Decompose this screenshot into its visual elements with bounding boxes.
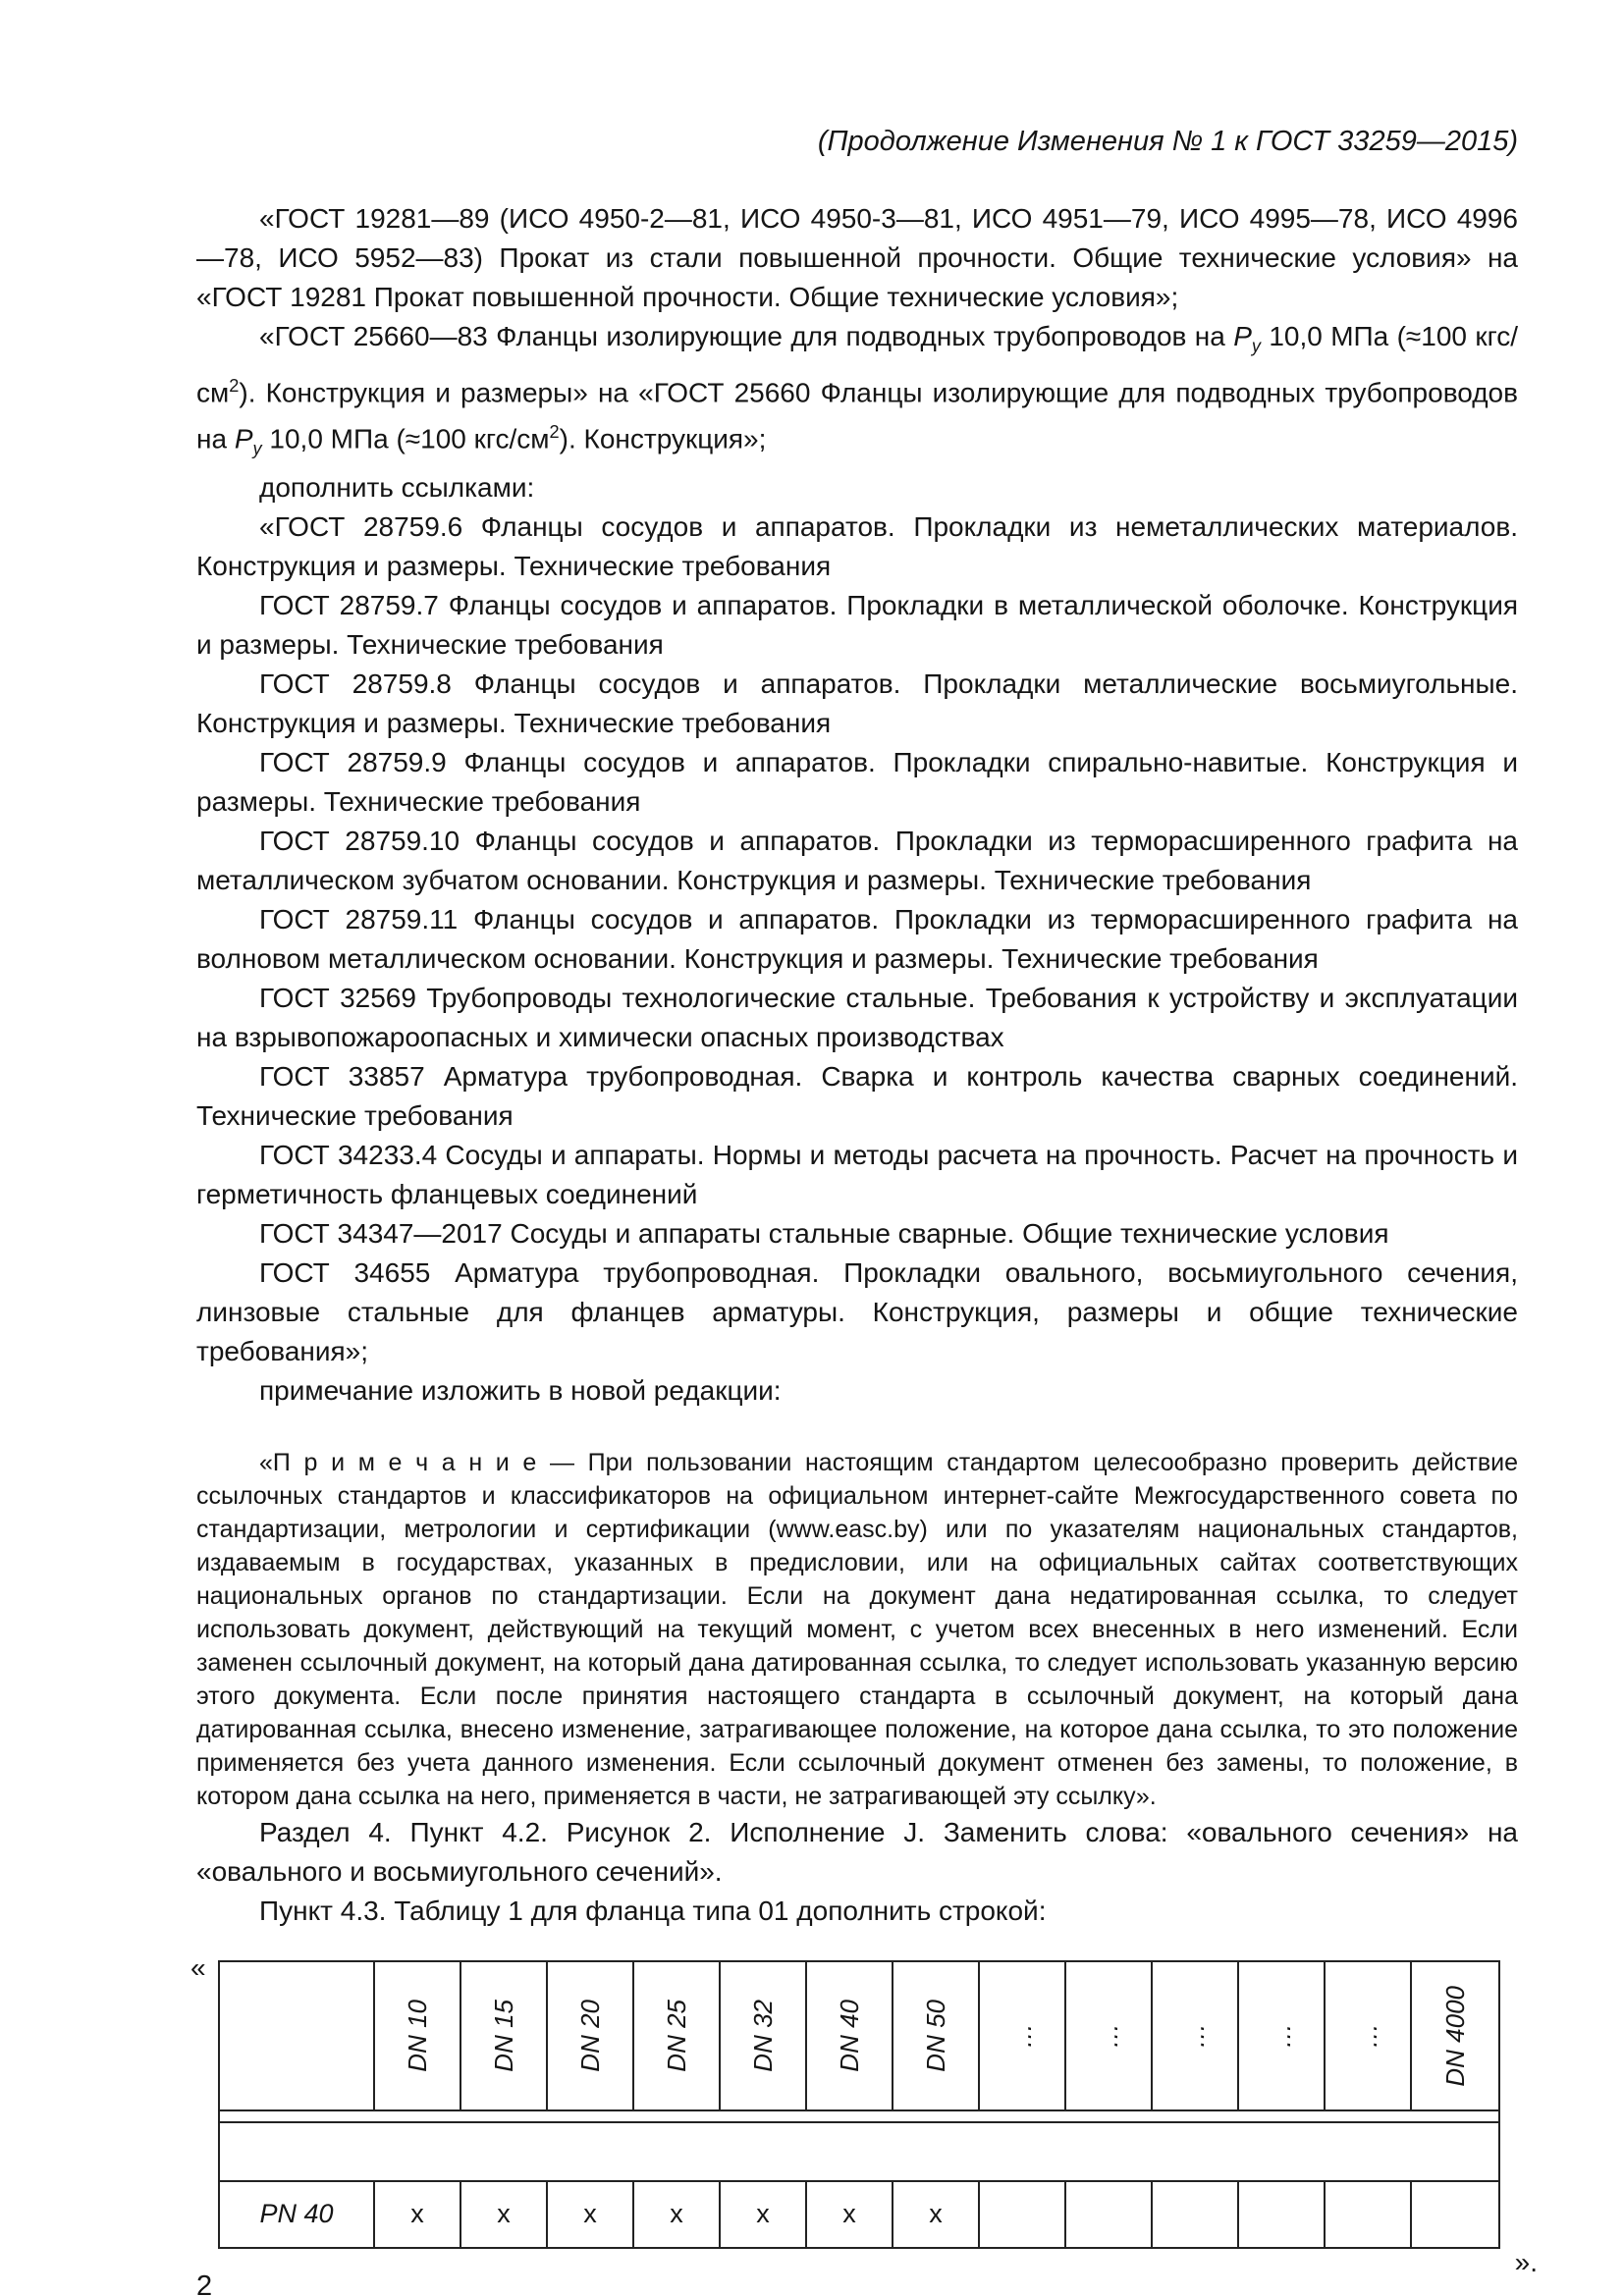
paragraph-gost-28759-8: ГОСТ 28759.8 Фланцы сосудов и аппаратов. Прокладки металлические восьмиугольные. Конструкция и размеры. Технические требования — [196, 667, 1518, 738]
text-run: ). Конструкция и размеры» на «ГОСТ 25660 Фланцы изолирующие для подводных трубопроводов на — [196, 376, 1518, 454]
paragraph-add-references: дополнить ссылками: — [259, 471, 535, 503]
table-cell: х — [547, 2181, 633, 2248]
paragraph-section-4: Раздел 4. Пункт 4.2. Рисунок 2. Исполнение J. Заменить слова: «овального сечения» на «овального и восьмиугольного сечений». — [196, 1816, 1518, 1887]
table-cell: х — [720, 2181, 806, 2248]
column-label: … — [1266, 2022, 1296, 2049]
paragraph-gost-28759-7: ГОСТ 28759.7 Фланцы сосудов и аппаратов. Прокладки в металлической оболочке. Конструкция и размеры. Технические требования — [196, 589, 1518, 660]
column-label: DN 15 — [488, 1999, 518, 2072]
table-data-row — [219, 2181, 1499, 2248]
column-label: DN 32 — [747, 1999, 778, 2072]
column-label: … — [1093, 2022, 1123, 2049]
text-run: 10,0 МПа (≈100 кгс/см — [196, 321, 1518, 407]
table-header-cell — [460, 1961, 547, 2110]
table-double-rule-row — [219, 2110, 1499, 2122]
column-label: DN 20 — [574, 1999, 605, 2072]
running-header: (Продолжение Изменения № 1 к ГОСТ 33259—2015) — [817, 126, 1518, 157]
paragraph-gost-28759-11: ГОСТ 28759.11 Фланцы сосудов и аппаратов. Прокладки из терморасширенного графита на волновом металлическом основании. Конструкция и размеры. Технические требования — [196, 903, 1518, 974]
table-header-cell — [374, 1961, 460, 2110]
text-run: 10,0 МПа (≈100 кгс/см — [261, 423, 550, 454]
close-quote-mark: ». — [1514, 2246, 1538, 2277]
paragraph-gost-19281: «ГОСТ 19281—89 (ИСО 4950-2—81, ИСО 4950-3—81, ИСО 4951—79, ИСО 4995—78, ИСО 4996—78, ИСО 5952—83) Прокат из стали повышенной прочности. Общие технические условия» на «ГОСТ 19281 Прокат повышенной прочности. Общие технические условия»; — [196, 203, 1518, 312]
text-run-italic: Р — [234, 423, 253, 454]
table-cell — [1238, 2181, 1325, 2248]
table-corner-cell — [219, 1961, 374, 2110]
paragraph-gost-28759-10: ГОСТ 28759.10 Фланцы сосудов и аппаратов. Прокладки из терморасширенного графита на металлическом зубчатом основании. Конструкция и размеры. Технические требования — [196, 825, 1518, 895]
table-empty-cell — [219, 2122, 1499, 2181]
table-header-cell — [547, 1961, 633, 2110]
page-number: 2 — [196, 2269, 213, 2296]
note-paragraph: «П р и м е ч а н и е — При пользовании настоящим стандартом целесообразно проверить действие ссылочных стандартов и классификаторов на официальном интернет-сайте Межгосударственного совета по стандартизации, метрологии и сертификации (www.easc.by) или по указателям национальных стандартов, издаваемым в государствах, указанных в предисловии, или на официальных сайтах соответствующих национальных органов по стандартизации. Если на документ дана недатированная ссылка, то следует использовать документ, действующий на текущий момент, с учетом всех внесенных в него изменений. Если заменен ссылочный документ, на который дана датированная ссылка, то следует использовать указанную версию этого документа. Если после принятия настоящего стандарта в ссылочный документ, на который дана датированная ссылка, внесено изменение, затрагивающее положение, на которое дана ссылка, то это положение применяется без учета данного изменения. Если ссылочный документ отменен без замены, то положение, в котором дана ссылка на него, применяется в части, не затрагивающей эту ссылку». — [196, 1448, 1518, 1810]
text-run: ). Конструкция»; — [559, 423, 767, 454]
paragraph-gost-32569: ГОСТ 32569 Трубопроводы технологические стальные. Требования к устройству и эксплуатации на взрывопожароопасных и химически опасных производствах — [196, 982, 1518, 1052]
table-cell — [979, 2181, 1065, 2248]
text-run-italic: Р — [1233, 321, 1252, 351]
table-cell — [1065, 2181, 1152, 2248]
table-header-cell — [893, 1961, 979, 2110]
table-cell — [1152, 2181, 1238, 2248]
table-cell — [1411, 2181, 1499, 2248]
table-header-cell — [1238, 1961, 1325, 2110]
table-empty-band-row — [219, 2122, 1499, 2181]
row-label-cell: PN 40 — [219, 2181, 374, 2248]
text-run-subscript: у — [252, 438, 262, 458]
paragraph-gost-33857: ГОСТ 33857 Арматура трубопроводная. Сварка и контроль качества сварных соединений. Технические требования — [196, 1060, 1518, 1131]
flange-table-block — [190, 1951, 1538, 2277]
table-rule-cell — [219, 2110, 1499, 2122]
paragraph-gost-34233-4: ГОСТ 34233.4 Сосуды и аппараты. Нормы и методы расчета на прочность. Расчет на прочность и герметичность фланцевых соединений — [196, 1139, 1518, 1209]
table-cell: х — [893, 2181, 979, 2248]
table-cell: х — [806, 2181, 893, 2248]
column-label: DN 4000 — [1439, 1985, 1470, 2087]
flange-table — [218, 1960, 1500, 2249]
paragraph-point-4-3: Пункт 4.3. Таблицу 1 для фланца типа 01 дополнить строкой: — [259, 1895, 1047, 1926]
paragraph-gost-28759-9: ГОСТ 28759.9 Фланцы сосудов и аппаратов. Прокладки спирально-навитые. Конструкция и размеры. Технические требования — [196, 746, 1518, 817]
table-header-cell — [806, 1961, 893, 2110]
paragraph-gost-34347: ГОСТ 34347—2017 Сосуды и аппараты стальные сварные. Общие технические условия — [259, 1217, 1389, 1249]
table-header-cell — [979, 1961, 1065, 2110]
table-header-cell — [1065, 1961, 1152, 2110]
page-content — [190, 126, 1538, 2296]
table-header-cell — [1325, 1961, 1411, 2110]
table-header-cell — [1152, 1961, 1238, 2110]
paragraph-gost-34655: ГОСТ 34655 Арматура трубопроводная. Прокладки овального, восьмиугольного сечения, линзовые стальные для фланцев арматуры. Конструкция, размеры и общие технические требования»; — [196, 1256, 1518, 1366]
text-run-superscript: 2 — [229, 375, 240, 396]
table-header-cell — [1411, 1961, 1499, 2110]
paragraph-gost-28759-6: «ГОСТ 28759.6 Фланцы сосудов и аппаратов. Прокладки из неметаллических материалов. Конструкция и размеры. Технические требования — [196, 510, 1518, 581]
paragraph-note-intro: примечание изложить в новой редакции: — [259, 1374, 782, 1406]
column-label: … — [1352, 2022, 1382, 2049]
table-cell: х — [460, 2181, 547, 2248]
table-cell: х — [374, 2181, 460, 2248]
paragraph-gost-25660 — [196, 317, 1518, 468]
table-header-row — [219, 1961, 1499, 2110]
table-cell — [1325, 2181, 1411, 2248]
open-quote-mark: « — [190, 1951, 206, 1983]
column-label: DN 10 — [402, 1999, 432, 2072]
text-run: «ГОСТ 25660—83 Фланцы изолирующие для подводных трубопроводов на — [259, 321, 1234, 351]
table-header-cell — [720, 1961, 806, 2110]
column-label: … — [1179, 2022, 1210, 2049]
table-header-cell — [633, 1961, 720, 2110]
text-run-superscript: 2 — [549, 421, 560, 442]
column-label: … — [1006, 2022, 1037, 2049]
table-cell: х — [633, 2181, 720, 2248]
column-label: DN 25 — [661, 1999, 691, 2072]
column-label: DN 40 — [834, 1999, 864, 2072]
column-label: DN 50 — [920, 1999, 950, 2072]
text-run-subscript: у — [1251, 336, 1261, 356]
